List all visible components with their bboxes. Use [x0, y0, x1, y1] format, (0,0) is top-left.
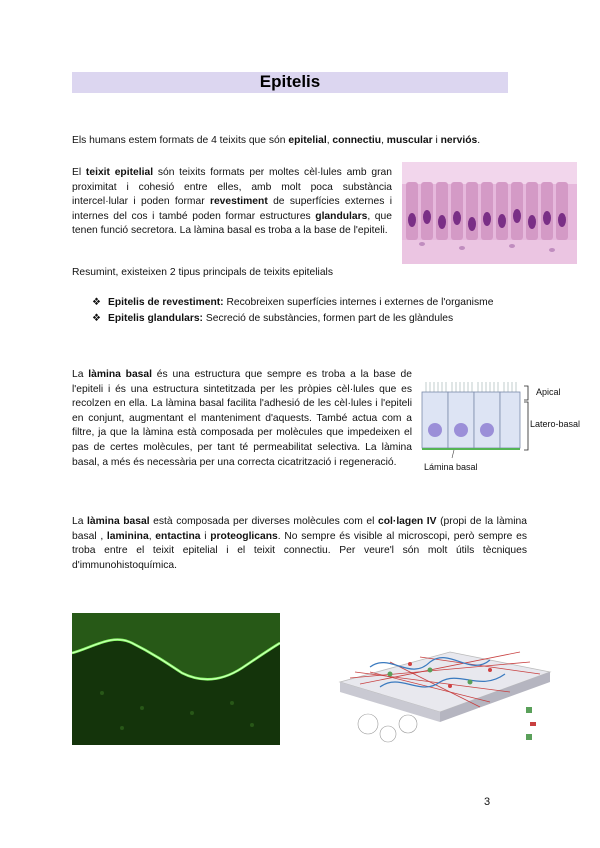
term-nervios: nerviós [440, 135, 478, 146]
page-title: Epitelis [259, 72, 321, 92]
term-muscular: muscular [386, 135, 433, 146]
diagram-label-lamina: Lámina basal [424, 462, 478, 472]
term-proteoglicans: proteoglicans [210, 530, 278, 542]
text: de superfícies externes i internes del cos i també poden formar estructures [72, 196, 392, 222]
diagram-label-latero: Latero-basal [530, 419, 581, 429]
text: , [381, 135, 387, 146]
bullet-term: Epitelis de revestiment: [108, 297, 224, 308]
page-number: 3 [484, 796, 491, 808]
diamond-bullet-icon: ❖ [92, 312, 101, 324]
text: i [200, 530, 211, 542]
text: , [148, 530, 156, 542]
epithelium-diagram [418, 378, 594, 482]
text: està composada per diverses molècules com el [149, 516, 379, 527]
teixit-paragraph [72, 166, 392, 239]
text: La [72, 516, 88, 527]
text: La [72, 369, 89, 380]
lamina-paragraph [72, 368, 412, 470]
list-item [92, 296, 542, 311]
immunofluorescence-image [72, 613, 280, 745]
text: i [432, 135, 441, 146]
diamond-bullet-icon: ❖ [92, 297, 101, 308]
term-entactina: entactina [155, 530, 201, 542]
term-epitelial: epitelial [288, 135, 327, 146]
diagram-label-apical: Apical [536, 387, 561, 397]
basal-lamina-molecular-illustration [330, 612, 560, 752]
text: són teixits formats per moltes cèl·lules amb gran proximitat i cohesió entre elles, amb molt poca substància intercel·lular i poden formar [72, 167, 392, 208]
term-glandulars: glandulars [315, 210, 368, 222]
term-lamina-basal: làmina basal [88, 369, 152, 380]
bullet-term: Epitelis glandulars: [108, 312, 203, 324]
text: , que tenen funció secretora. La làmina basal es troba a la base de l'epiteli. [72, 210, 392, 237]
bullet-text: Recobreixen superfícies internes i externes de l'organisme [223, 297, 494, 308]
text: . [477, 135, 481, 146]
term-connectiu: connectiu [332, 135, 382, 146]
term-collagen: col·lagen IV [378, 516, 437, 527]
text: (propi de la làmina basal , [72, 516, 527, 542]
resumint-text: Resumint, existeixen 2 tipus principals de teixits epitelials [72, 267, 333, 278]
page-title-bar [72, 72, 508, 93]
intro-paragraph [72, 134, 542, 149]
text: és una estructura que sempre es troba a la base de l'epiteli i és una estructura sintetitzada per les pròpies cèl·lules que es recolzen en ella. La làmina basal facilita l'adhesió de les cèl·lules i l'epiteli en conjunt, augmentant el manteniment d'aquests. També actua com a filtre, ja que la làmina està composada per molècules que impedeixen el pas de certes molècules, per tant té permeabilitat selectiva. La làmina basal, a més és necessària per una correcta cicatrització i regeneració. [72, 369, 412, 468]
term-lamina-basal: làmina basal [87, 516, 150, 527]
list-item [92, 312, 542, 327]
text: , [326, 135, 333, 146]
term-teixit-epitelial: teixit epitelial [85, 167, 154, 178]
text: Els humans estem formats de 4 teixits que són [72, 135, 289, 146]
term-revestiment: revestiment [209, 196, 268, 208]
term-laminina: laminina [106, 530, 149, 542]
bullet-text: Secreció de substàncies, formen part de les glàndules [202, 312, 454, 324]
histology-image [402, 162, 577, 264]
epiteli-types-list [92, 296, 542, 327]
composition-paragraph [72, 515, 527, 573]
text: . No sempre és visible al microscopi, però sempre es troba entre el teixit epitelial i el teixit connectiu. Per veure'l són molt útils tècniques d'immunohistoquímica. [72, 530, 527, 571]
text: El [72, 167, 86, 178]
